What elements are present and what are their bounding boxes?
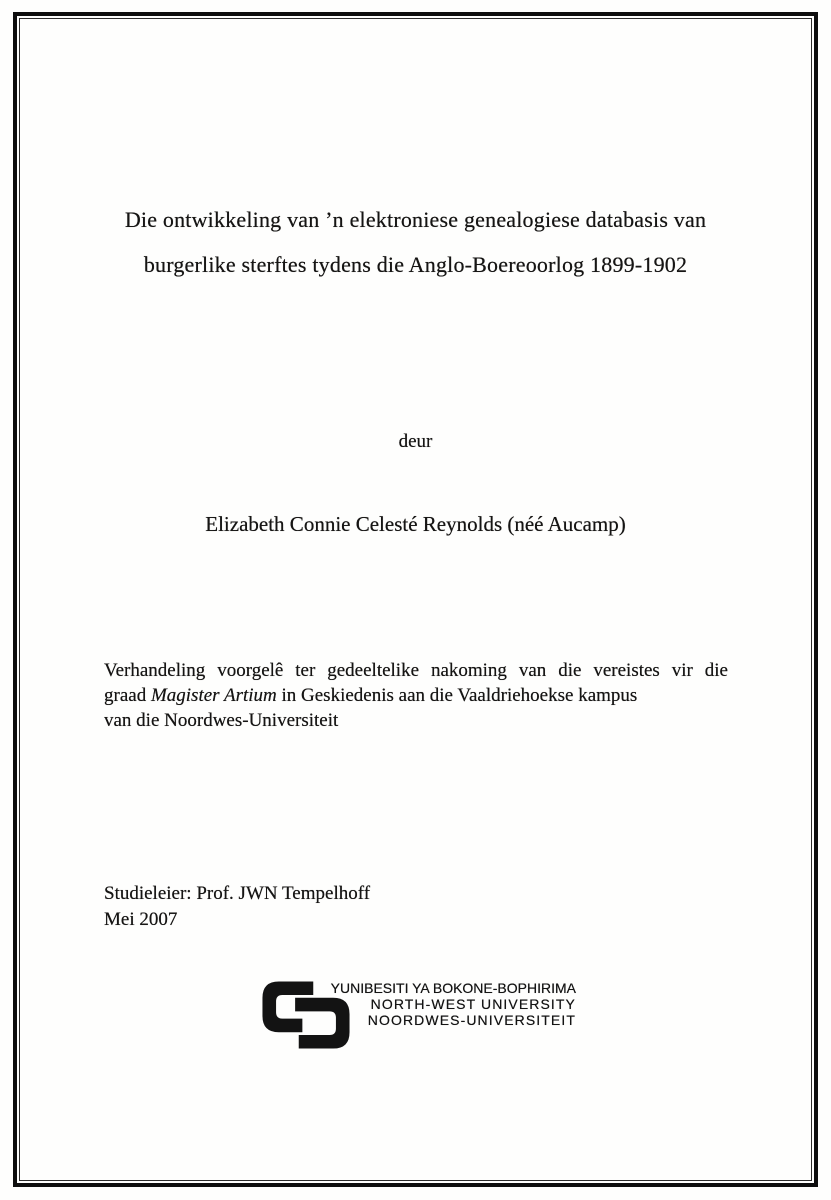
university-name-setswana: YUNIBESITI YA BOKONE-BOPHIRIMA <box>330 980 576 996</box>
degree-statement-line-2 <box>104 683 728 708</box>
supervisor-line: Studieleier: Prof. JWN Tempelhoff <box>104 883 371 904</box>
university-name-afrikaans: NOORDWES-UNIVERSITEIT <box>367 1012 576 1028</box>
degree-statement-line-1: Verhandeling voorgelê ter gedeeltelike nakoming van die vereistes vir die <box>104 660 728 681</box>
degree-statement-line-2-pre: graad <box>104 685 151 706</box>
title-line-1: Die ontwikkeling van ’n elektroniese genealogiese databasis van <box>124 207 707 232</box>
university-name-english: NORTH-WEST UNIVERSITY <box>370 996 576 1012</box>
thesis-title <box>40 197 791 287</box>
degree-statement-line-2-post: in Geskiedenis aan die Vaaldriehoekse kampus <box>276 685 638 706</box>
byline-deur: deur <box>398 431 433 452</box>
date-line: Mei 2007 <box>104 909 178 930</box>
degree-statement <box>104 658 728 733</box>
title-line-2: burgerlike sterftes tydens die Anglo-Boereoorlog 1899-1902 <box>143 252 688 277</box>
degree-statement-line-3: van die Noordwes-Universiteit <box>104 710 339 731</box>
university-wordmark <box>318 980 576 1028</box>
degree-name-italic: Magister Artium <box>150 685 277 706</box>
author-name: Elizabeth Connie Celesté Reynolds (néé Aucamp) <box>205 512 626 536</box>
credits <box>104 881 370 933</box>
